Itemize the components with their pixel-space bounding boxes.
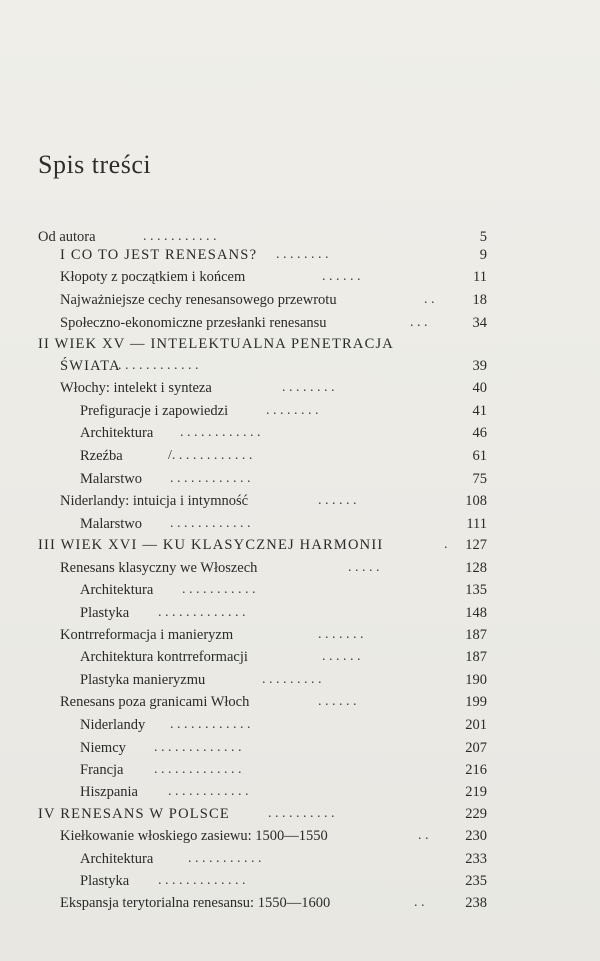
toc-page-number: 41 xyxy=(472,403,487,419)
toc-entry xyxy=(0,691,600,713)
toc-entry-title: Architektura kontrreformacji xyxy=(80,649,248,665)
toc-leader-dots: . . . . . . . xyxy=(318,627,364,642)
toc-entry xyxy=(0,646,600,668)
toc-leader-dots: . . . . . . . . xyxy=(276,247,329,262)
toc-page-number: 229 xyxy=(465,806,487,822)
toc-entry-title: Kiełkowanie włoskiego zasiewu: 1500—1550 xyxy=(60,828,328,844)
toc-entry xyxy=(0,803,600,825)
toc-entry-title: Renesans poza granicami Włoch xyxy=(60,694,250,710)
toc-page-number: 201 xyxy=(465,717,487,733)
page-title: Spis treści xyxy=(38,150,152,179)
toc-page-number: 187 xyxy=(465,627,487,643)
toc-entry xyxy=(0,244,600,266)
toc-entry-title: Ekspansja terytorialna renesansu: 1550—1600 xyxy=(60,895,331,911)
toc-page-number: 61 xyxy=(472,448,487,464)
toc-entry-title: Niemcy xyxy=(80,740,126,756)
toc-leader-dots: . . . . . . . . . . . . xyxy=(170,516,251,531)
toc-entry xyxy=(0,333,600,355)
toc-page-number: 238 xyxy=(465,895,487,911)
toc-entry-title: I CO TO JEST RENESANS? xyxy=(60,247,258,263)
toc-entry xyxy=(0,355,600,377)
toc-entry xyxy=(0,714,600,736)
toc-entry-title: Architektura xyxy=(80,582,154,598)
toc-page-number: 34 xyxy=(472,315,487,331)
toc-leader-dots: . . . . . . . . . . . . xyxy=(180,425,261,440)
toc-page-number: 216 xyxy=(465,762,487,778)
toc-entry-title: Niderlandy: intuicja i intymność xyxy=(60,493,249,509)
toc-entry xyxy=(0,602,600,624)
toc-leader-dots: . . . . . . . . xyxy=(266,403,319,418)
toc-entry-title: III WIEK XVI — KU KLASYCZNEJ HARMONII xyxy=(38,537,384,553)
toc-entry-title: ŚWIATA xyxy=(60,358,121,374)
toc-leader-dots: . . . . . . . . . . . . xyxy=(168,784,249,799)
toc-leader-dots: . . xyxy=(418,828,429,843)
toc-page-number: 18 xyxy=(472,292,487,308)
toc-entry xyxy=(0,557,600,579)
toc-entry xyxy=(0,737,600,759)
toc-leader-dots: . . . . . . . . . . . . xyxy=(170,717,251,732)
toc-leader-dots: . . . . . . . . . . . . xyxy=(170,471,251,486)
toc-entry xyxy=(0,534,600,556)
toc-entry-title: Hiszpania xyxy=(80,784,138,800)
toc-page-number: 233 xyxy=(465,851,487,867)
toc-leader-dots: . . . . . . xyxy=(318,493,357,508)
toc-leader-dots: . . . xyxy=(410,315,428,330)
toc-entry xyxy=(0,490,600,512)
toc-entry-title: Kłopoty z początkiem i końcem xyxy=(60,269,246,285)
toc-page-number: 127 xyxy=(465,537,487,553)
toc-entry xyxy=(0,422,600,444)
toc-leader-dots: . . . . . . xyxy=(322,269,361,284)
toc-entry xyxy=(0,759,600,781)
toc-entry-title: Francja xyxy=(80,762,124,778)
toc-page-number: 230 xyxy=(465,828,487,844)
toc-leader-dots: . . . . . . . . . . . xyxy=(143,229,217,244)
toc-page-number: 235 xyxy=(465,873,487,889)
toc-entry-title: II WIEK XV — INTELEKTUALNA PENETRACJA xyxy=(38,336,394,352)
toc-page-number: 135 xyxy=(465,582,487,598)
toc-entry-title: Niderlandy xyxy=(80,717,146,733)
toc-leader-dots: . . . . . . xyxy=(318,694,357,709)
toc-page-number: 207 xyxy=(465,740,487,756)
toc-entry-title: Społeczno-ekonomiczne przesłanki renesansu xyxy=(60,315,327,331)
toc-entry xyxy=(0,289,600,311)
toc-entry-title: Malarstwo xyxy=(80,471,143,487)
toc-leader-dots: /. . . . . . . . . . . . xyxy=(168,448,253,463)
toc-entry xyxy=(0,400,600,422)
toc-leader-dots: . . . . . . . . . . . . . xyxy=(154,740,242,755)
toc-entry xyxy=(0,445,600,467)
toc-page-number: 75 xyxy=(472,471,487,487)
toc-leader-dots: . xyxy=(444,537,448,552)
toc-leader-dots: . . xyxy=(424,292,435,307)
toc-entry-title: Architektura xyxy=(80,851,154,867)
toc-entry-title: Rzeźba xyxy=(80,448,123,464)
toc-entry-title: Kontrreformacja i manieryzm xyxy=(60,627,234,643)
toc-entry xyxy=(0,468,600,490)
toc-entry xyxy=(0,312,600,334)
toc-entry xyxy=(0,624,600,646)
toc-leader-dots: . . . . . . . . . . . . . xyxy=(158,605,246,620)
toc-page-number: 111 xyxy=(466,516,487,532)
toc-page-number: 190 xyxy=(465,672,487,688)
toc-entry xyxy=(0,266,600,288)
toc-page-number: 148 xyxy=(465,605,487,621)
toc-leader-dots: . . . . . xyxy=(348,560,380,575)
toc-leader-dots: . . . . . . . . . xyxy=(262,672,322,687)
toc-page-number: 187 xyxy=(465,649,487,665)
toc-leader-dots: . . . . . . . . . . xyxy=(268,806,335,821)
toc-page-number: 11 xyxy=(473,269,487,285)
toc-leader-dots: . . . . . . . . . . . xyxy=(188,851,262,866)
toc-entry-title: Architektura xyxy=(80,425,154,441)
toc-page-number: 46 xyxy=(472,425,487,441)
toc-entry xyxy=(0,892,600,914)
toc-leader-dots: . . . . . . . . xyxy=(282,380,335,395)
toc-entry-title: IV RENESANS W POLSCE xyxy=(38,806,230,822)
toc-entry-title: Renesans klasyczny we Włoszech xyxy=(60,560,258,576)
toc-leader-dots: . . . . . . . . . . . xyxy=(182,582,256,597)
toc-leader-dots: . . . . . . . . . . . . xyxy=(118,358,199,373)
toc-entry xyxy=(0,513,600,535)
toc-entry-title: Najważniejsze cechy renesansowego przewrotu xyxy=(60,292,337,308)
toc-entry-title: Prefiguracje i zapowiedzi xyxy=(80,403,229,419)
toc-entry-title: Od autora xyxy=(38,229,96,245)
toc-page-number: 9 xyxy=(479,247,487,263)
toc-entry xyxy=(0,669,600,691)
toc-entry xyxy=(0,781,600,803)
toc-entry xyxy=(0,377,600,399)
toc-entry xyxy=(0,579,600,601)
toc-leader-dots: . . . . . . xyxy=(322,649,361,664)
toc-page-number: 40 xyxy=(472,380,487,396)
toc-entry-title: Plastyka xyxy=(80,605,130,621)
toc-page-number: 5 xyxy=(479,229,487,245)
toc-page-number: 128 xyxy=(465,560,487,576)
toc-entry-title: Malarstwo xyxy=(80,516,143,532)
toc-entry-title: Plastyka xyxy=(80,873,130,889)
toc-entry-title: Plastyka manieryzmu xyxy=(80,672,206,688)
toc-entry xyxy=(0,848,600,870)
toc-page-number: 39 xyxy=(472,358,487,374)
toc-page-number: 199 xyxy=(465,694,487,710)
toc-leader-dots: . . . . . . . . . . . . . xyxy=(158,873,246,888)
toc-leader-dots: . . . . . . . . . . . . . xyxy=(154,762,242,777)
toc-entry xyxy=(0,870,600,892)
toc-entry xyxy=(0,825,600,847)
toc-page-number: 219 xyxy=(465,784,487,800)
toc-entry-title: Włochy: intelekt i synteza xyxy=(60,380,212,396)
toc-leader-dots: . . xyxy=(414,895,425,910)
toc-page-number: 108 xyxy=(465,493,487,509)
